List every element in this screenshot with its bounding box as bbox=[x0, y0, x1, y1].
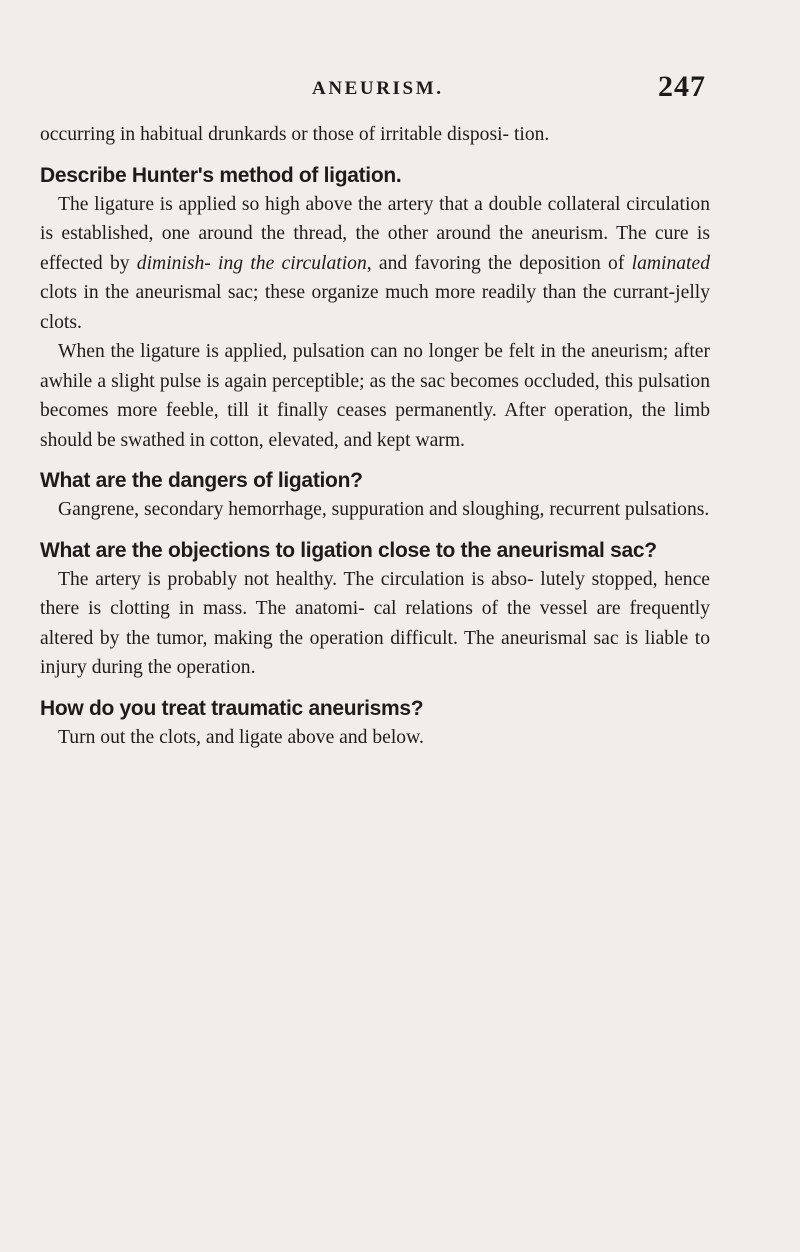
intro-paragraph: occurring in habitual drunkards or those of irritable disposi- tion. bbox=[40, 124, 550, 145]
running-title: ANEURISM. bbox=[312, 78, 444, 99]
answer-dangers-of-ligation: Gangrene, secondary hemorrhage, suppuration and sloughing, recurrent pulsations. bbox=[58, 499, 710, 520]
running-head bbox=[0, 70, 720, 110]
question-dangers-of-ligation: What are the dangers of ligation? bbox=[40, 469, 363, 492]
page-number: 247 bbox=[658, 70, 706, 103]
italic-word-laminated: laminated bbox=[631, 252, 710, 274]
body-text bbox=[40, 120, 710, 752]
answer-hunter-method-paragraph-1 bbox=[40, 190, 710, 338]
answer-traumatic-aneurisms: Turn out the clots, and ligate above and below. bbox=[58, 726, 424, 748]
answer-text: The ligature is applied so high above the artery that a double collateral circulation is established, one around the thread, the other around the aneurism. The cure is effected by bbox=[40, 193, 710, 274]
answer-text: , and favoring the deposition of bbox=[366, 252, 632, 274]
answer-hunter-method-paragraph-2: When the ligature is applied, pulsation can no longer be felt in the aneurism; after awhile a slight pulse is again perceptible; as the sac becomes occluded, this pulsation becomes more feeble, till it finally ceases permanently. After operation, the limb should be swathed in cotton, elevated, and kept warm. bbox=[40, 341, 710, 451]
question-hunter-method: Describe Hunter's method of ligation. bbox=[40, 163, 402, 187]
question-objections-to-ligation: What are the objections to ligation close to the aneurismal sac? bbox=[40, 538, 657, 562]
answer-text: clots in the aneurismal sac; these organize much more readily than the currant-jelly clots. bbox=[40, 282, 710, 333]
question-traumatic-aneurisms: How do you treat traumatic aneurisms? bbox=[40, 696, 424, 720]
italic-phrase-diminishing: diminish- ing the circulation bbox=[136, 252, 367, 274]
answer-objections-to-ligation: The artery is probably not healthy. The circulation is abso- lutely stopped, hence there is clotting in mass. The anatomi- cal relations of the vessel are frequently altered by the tumor, making the operation difficult. The aneurismal sac is liable to injury during the operation. bbox=[40, 568, 710, 678]
